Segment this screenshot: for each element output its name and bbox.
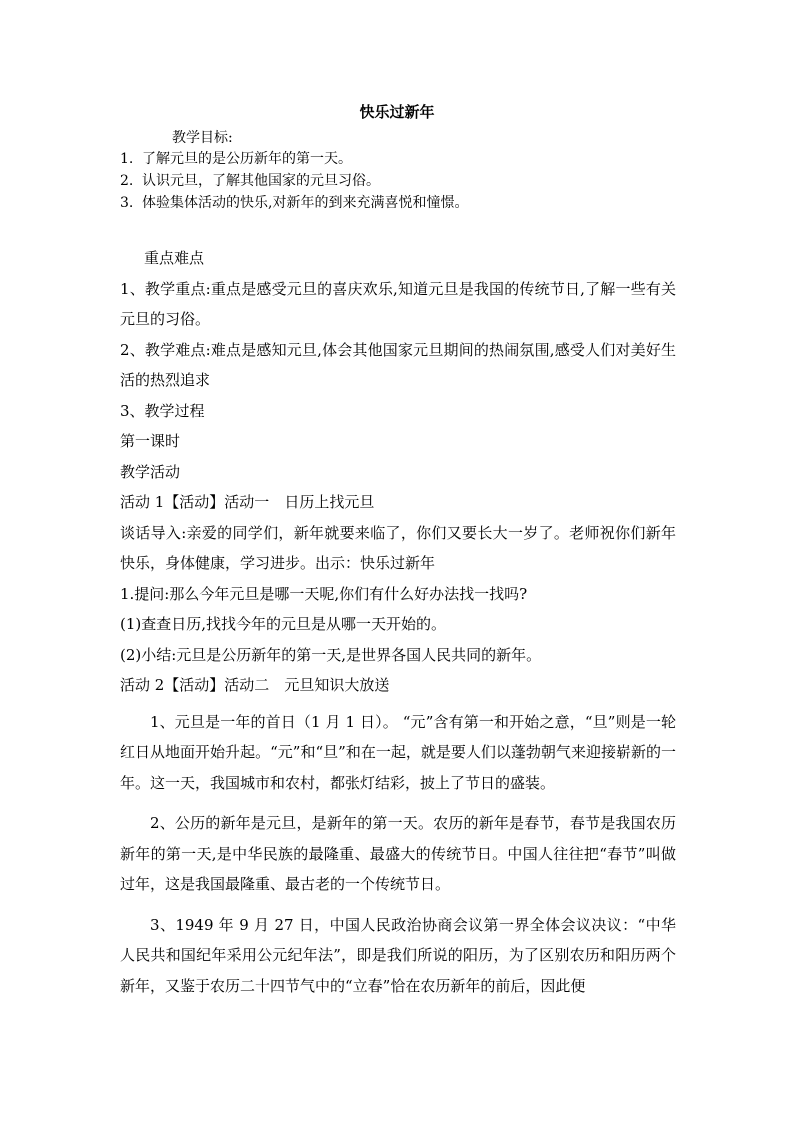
list-item <box>120 170 468 192</box>
paragraph-activities-heading: 教学活动 <box>120 462 181 481</box>
paragraph-activity-1-heading: 活动 1【活动】活动一 日历上找元旦 <box>120 493 375 511</box>
paragraph-step-2: (2)小结:元旦是公历新年的第一天,是世界各国人民共同的新年。 <box>120 645 542 664</box>
list-item-number: 1. <box>120 151 134 167</box>
list-item <box>120 148 468 170</box>
paragraph-process-heading: 3、教学过程 <box>120 401 205 420</box>
objectives-list <box>120 148 468 214</box>
paragraph-key-point: 1、教学重点:重点是感受元旦的喜庆欢乐,知道元旦是我国的传统节日,了解一些有关元旦的习俗。 <box>120 279 676 328</box>
list-item-text: 了解元旦的是公历新年的第一天。 <box>142 151 352 167</box>
paragraph-difficulty: 2、教学难点:难点是感知元旦,体会其他国家元旦期间的热闹氛围,感受人们对美好生活的热烈追求 <box>120 340 676 389</box>
list-item-number: 2. <box>120 173 134 189</box>
objectives-heading: 教学目标: <box>172 130 233 146</box>
paragraph-intro: 谈话导入:亲爱的同学们，新年就要来临了，你们又要长大一岁了。老师祝你们新年快乐，身体健康，学习进步。出示：快乐过新年 <box>120 523 676 572</box>
key-points-heading: 重点难点 <box>144 249 205 267</box>
list-item-number: 3. <box>120 195 134 211</box>
document-body <box>120 243 676 1001</box>
paragraph-knowledge-3: 3、1949 年 9 月 27 日，中国人民政治协商会议第一界全体会议决议：“中华人民共和国纪年采用公元纪年法”，即是我们所说的阳历，为了区别农历和阳历两个新年，又鉴于农历二十四节气中的“立春”恰在农历新年的前后，因此便 <box>120 915 676 995</box>
list-item <box>120 192 468 214</box>
paragraph-knowledge-1: 1、元旦是一年的首日（1 月 1 日）。 “元”含有第一和开始之意，“旦”则是一轮红日从地面开始升起。“元”和“旦”和在一起，就是要人们以蓬勃朝气来迎接崭新的一年。这一天，我国城市和农村，都张灯结彩，披上了节日的盛装。 <box>120 712 676 792</box>
paragraph-question: 1.提问:那么今年元旦是哪一天呢,你们有什么好办法找一找吗? <box>120 584 528 603</box>
paragraph-step-1: (1)查查日历,找找今年的元旦是从哪一天开始的。 <box>120 615 447 633</box>
document-title: 快乐过新年 <box>359 103 435 121</box>
paragraph-knowledge-2: 2、公历的新年是元旦，是新年的第一天。农历的新年是春节，春节是我国农历新年的第一天,是中华民族的最隆重、最盛大的传统节日。中国人往往把“春节”叫做过年，这是我国最隆重、最古老的一个传统节日。 <box>120 814 676 893</box>
paragraph-lesson-heading: 第一课时 <box>120 432 181 450</box>
paragraph-activity-2-heading: 活动 2【活动】活动二 元旦知识大放送 <box>120 676 390 694</box>
list-item-text: 认识元旦，了解其他国家的元旦习俗。 <box>142 173 380 189</box>
list-item-text: 体验集体活动的快乐,对新年的到来充满喜悦和憧憬。 <box>142 195 469 211</box>
